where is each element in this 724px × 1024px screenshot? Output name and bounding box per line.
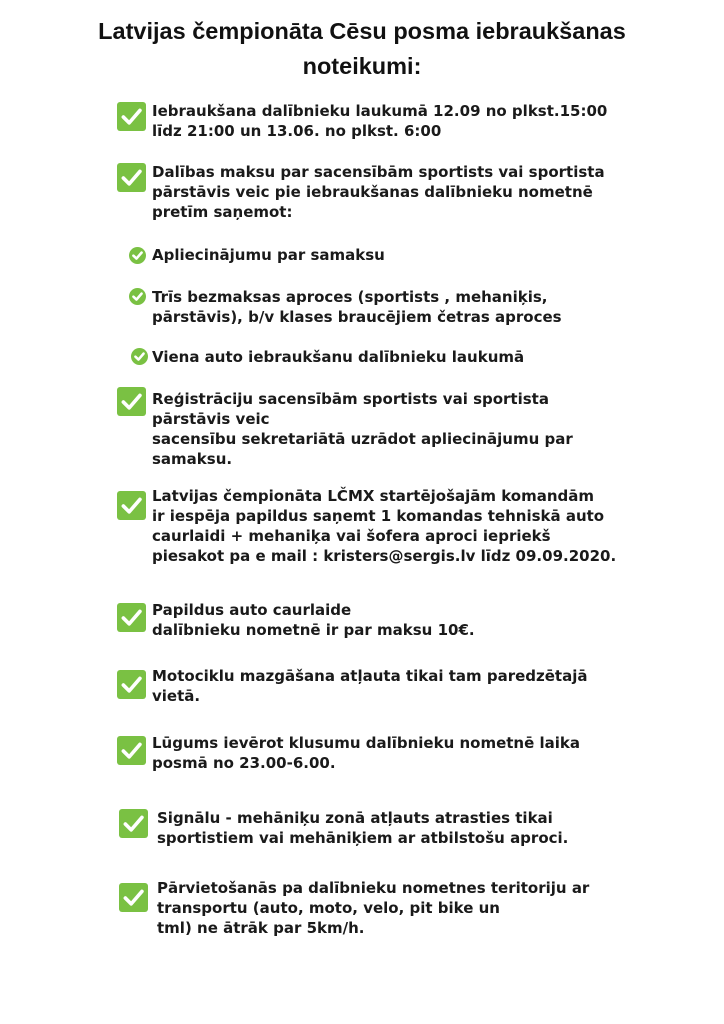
- page-title: [40, 14, 684, 84]
- rule-text-line: Motociklu mazgāšana atļauta tikai tam paredzētajā: [152, 667, 588, 685]
- check-square-icon: [117, 102, 146, 131]
- rule-text-line: pārstāvis), b/v klases braucējiem četras aproces: [152, 308, 562, 326]
- rule-text: [152, 287, 562, 327]
- rule-text-line: tml) ne ātrāk par 5km/h.: [157, 919, 365, 937]
- rule-text-line: Trīs bezmaksas aproces (sportists , mehaniķis,: [152, 288, 548, 306]
- rule-text-line: transportu (auto, moto, velo, pit bike un: [157, 899, 500, 917]
- rule-text-line: Apliecinājumu par samaksu: [152, 246, 385, 264]
- rule-text-line: pārstāvis veic: [152, 410, 270, 428]
- rule-text-line: samaksu.: [152, 450, 233, 468]
- rule-text: [152, 666, 587, 706]
- rule-text-line: Viena auto iebraukšanu dalībnieku laukumā: [152, 348, 525, 366]
- rule-text-line: Latvijas čempionāta LČMX startējošajām komandām: [152, 487, 595, 505]
- rule-text: [152, 245, 385, 265]
- rule-text-line: dalībnieku nometnē ir par maksu 10€.: [152, 621, 475, 639]
- rule-text: [152, 733, 580, 773]
- rule-text-line: caurlaidi + mehaniķa vai šofera aproci iepriekš: [152, 527, 551, 545]
- rule-text-line: līdz 21:00 un 13.06. no plkst. 6:00: [152, 122, 442, 140]
- rule-text-line: Lūgums ievērot klusumu dalībnieku nometnē laika: [152, 734, 581, 752]
- check-square-icon: [117, 736, 146, 765]
- rule-text-line: Iebraukšana dalībnieku laukumā 12.09 no plkst.15:00: [152, 102, 608, 120]
- rule-text-line: Pārvietošanās pa dalībnieku nometnes teritoriju ar: [157, 879, 590, 897]
- rule-text-line: posmā no 23.00-6.00.: [152, 754, 336, 772]
- rule-text-line: sacensību sekretariātā uzrādot apliecinājumu par: [152, 430, 573, 448]
- rule-text-line: piesakot pa e mail : kristers@sergis.lv līdz 09.09.2020.: [152, 547, 617, 565]
- page-title-line-1: Latvijas čempionāta Cēsu posma iebraukšanas: [98, 18, 626, 44]
- check-circle-icon: [131, 348, 148, 365]
- page-title-line-2: noteikumi:: [302, 53, 422, 79]
- rule-text: [152, 101, 607, 141]
- check-square-icon: [117, 491, 146, 520]
- rule-text: [152, 347, 524, 367]
- check-square-icon: [119, 809, 148, 838]
- check-square-icon: [117, 387, 146, 416]
- rule-text: [157, 808, 568, 848]
- rule-text-line: Reģistrāciju sacensībām sportists vai sportista: [152, 390, 549, 408]
- check-square-icon: [119, 883, 148, 912]
- rule-text-line: Papildus auto caurlaide: [152, 601, 352, 619]
- check-square-icon: [117, 163, 146, 192]
- rule-text-line: ir iespēja papildus saņemt 1 komandas tehniskā auto: [152, 507, 605, 525]
- rule-text: [152, 162, 605, 222]
- rule-text-line: pārstāvis veic pie iebraukšanas dalībnieku nometnē: [152, 183, 593, 201]
- rule-text: [152, 389, 573, 469]
- rule-text: [157, 878, 589, 938]
- rule-text-line: pretīm saņemot:: [152, 203, 293, 221]
- rule-text: [152, 486, 616, 566]
- rule-text-line: Signālu - mehāniķu zonā atļauts atrasties tikai: [157, 809, 553, 827]
- check-circle-icon: [129, 288, 146, 305]
- rule-text: [152, 600, 475, 640]
- rule-text-line: Dalības maksu par sacensībām sportists vai sportista: [152, 163, 605, 181]
- check-square-icon: [117, 603, 146, 632]
- rule-text-line: vietā.: [152, 687, 201, 705]
- check-circle-icon: [129, 247, 146, 264]
- rule-text-line: sportistiem vai mehāniķiem ar atbilstošu aproci.: [157, 829, 569, 847]
- check-square-icon: [117, 670, 146, 699]
